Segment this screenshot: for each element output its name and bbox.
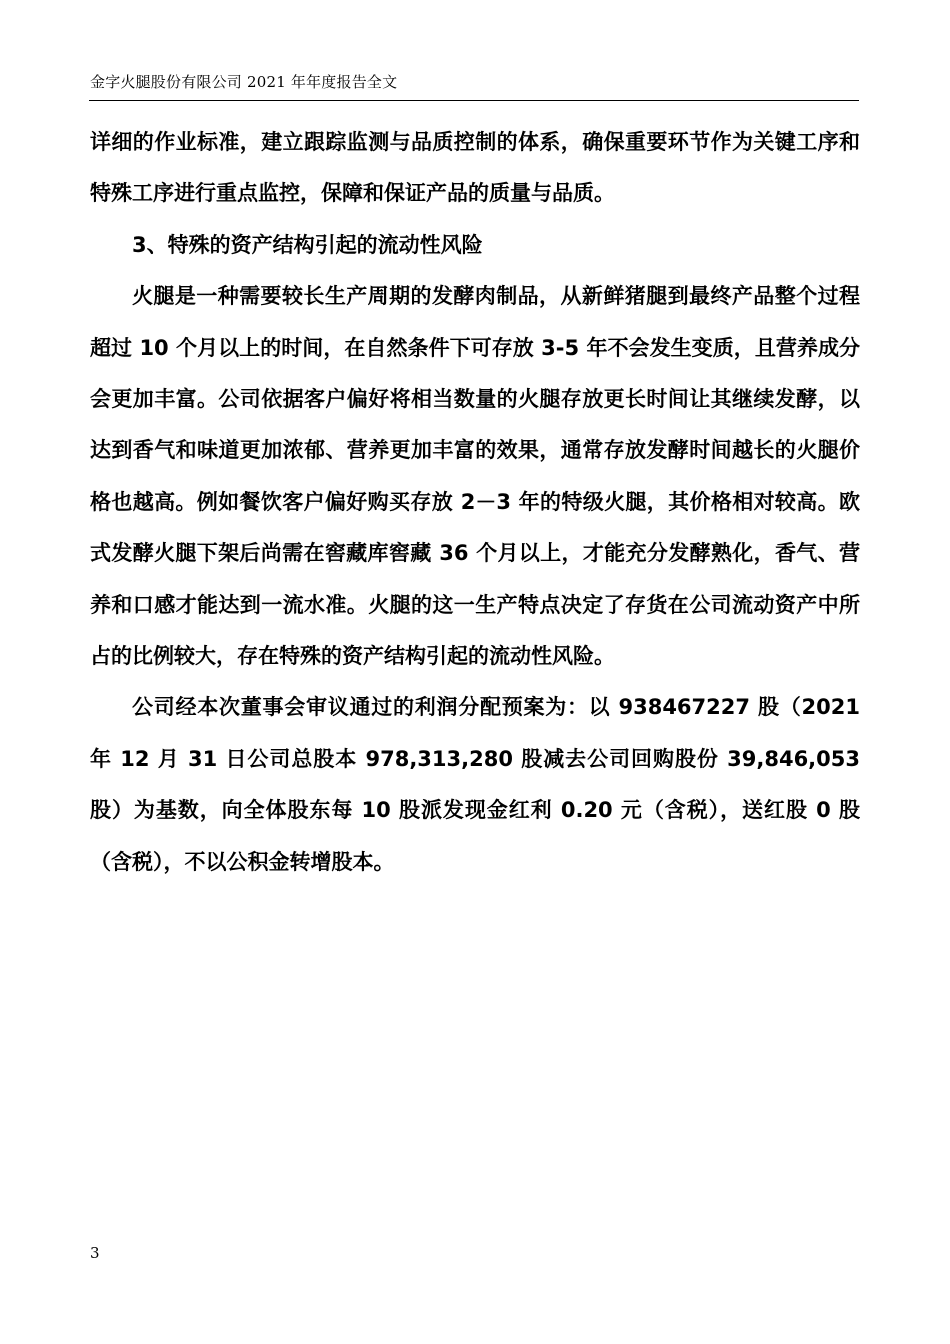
section-heading: 3、特殊的资产结构引起的流动性风险 (132, 232, 483, 257)
paragraph-continuation: 详细的作业标准，建立跟踪监测与品质控制的体系，确保重要环节作为关键工序和特殊工序进行重点监控，保障和保证产品的质量与品质。 (90, 130, 860, 206)
page-number: 3 (90, 1244, 100, 1262)
running-header: 金字火腿股份有限公司 2021 年年度报告全文 (90, 73, 398, 91)
header-rule (89, 100, 859, 101)
body-text (90, 117, 860, 888)
paragraph-liquidity-risk: 火腿是一种需要较长生产周期的发酵肉制品，从新鲜猪腿到最终产品整个过程超过 10 个月以上的时间，在自然条件下可存放 3-5 年不会发生变质，且营养成分会更加丰富。公司依据客户偏好将相当数量的火腿存放更长时间让其继续发酵，以达到香气和味道更加浓郁、营养更加丰富的效果，通常存放发酵时间越长的火腿价格也越高。例如餐饮客户偏好购买存放 2－3 年的特级火腿，其价格相对较高。欧式发酵火腿下架后尚需在窖藏库窖藏 36 个月以上，才能充分发酵熟化，香气、营养和口感才能达到一流水准。火腿的这一生产特点决定了存货在公司流动资产中所占的比例较大，存在特殊的资产结构引起的流动性风险。 (90, 284, 860, 669)
paragraph-profit-distribution: 公司经本次董事会审议通过的利润分配预案为：以 938467227 股（2021 年 12 月 31 日公司总股本 978,313,280 股减去公司回购股份 39,846,053 股）为基数，向全体股东每 10 股派发现金红利 0.20 元（含税），送红股 0 股（含税），不以公积金转增股本。 (90, 695, 860, 874)
